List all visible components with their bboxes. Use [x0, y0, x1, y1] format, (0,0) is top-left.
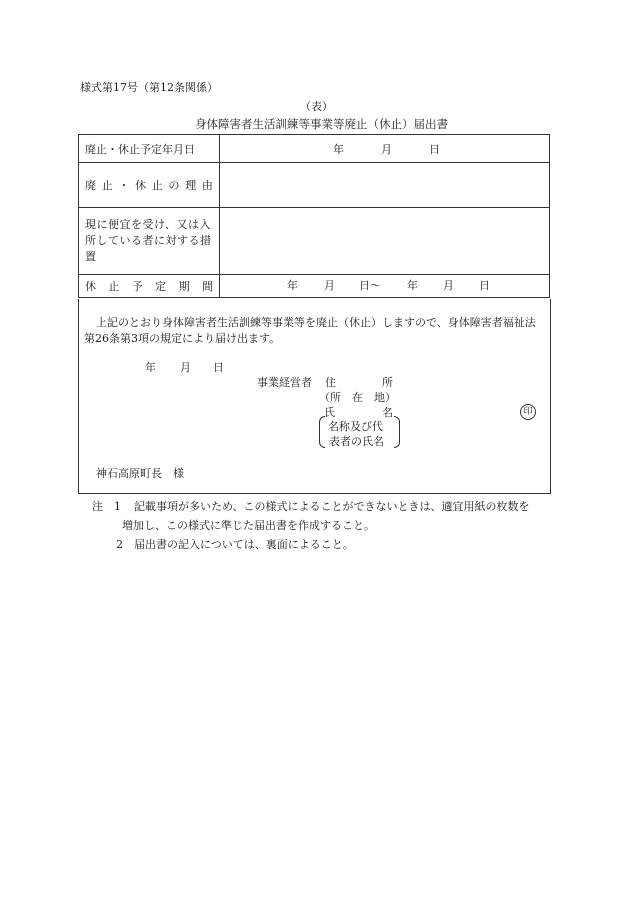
- label-suspension-period: 休 止 予 定 期 間: [79, 275, 220, 298]
- label-measures: 現に便宜を受け、又は入所している者に対する措置: [79, 208, 220, 275]
- day-label: 日: [429, 143, 440, 156]
- end-day-label: 日: [479, 279, 490, 292]
- field-scheduled-date[interactable]: [220, 135, 550, 163]
- label-scheduled-date: 廃止・休止予定年月日: [79, 135, 220, 163]
- right-brace: [394, 416, 400, 448]
- form-table: [78, 134, 550, 298]
- month-label: 月: [381, 143, 392, 156]
- label-reason: 廃 止 ・ 休 止 の 理 由: [79, 163, 220, 208]
- table-row: [79, 135, 550, 163]
- brace-text-line2: 表者の氏名: [329, 435, 384, 448]
- declaration-text-line2: 第26条第3項の規定により届け出ます。: [84, 332, 281, 345]
- left-brace: [319, 416, 325, 448]
- field-suspension-period[interactable]: [220, 275, 550, 298]
- note2-prefix: 2: [116, 538, 123, 551]
- address-label-a: 住: [325, 376, 336, 389]
- note1-line2: 増加し、この様式に準じた届出書を作成すること。: [122, 519, 375, 532]
- table-row: [79, 163, 550, 208]
- document-title: 身体障害者生活訓練等事業等廃止（休止）届出書: [195, 117, 448, 131]
- submission-month-label: 月: [180, 361, 191, 374]
- submission-year-label: 年: [145, 361, 156, 374]
- note1-line1: 記載事項が多いため、この様式によることができないときは、適宜用紙の枚数を: [134, 500, 530, 513]
- year-label: 年: [333, 143, 344, 156]
- brace-text-line1: 名称及び代: [328, 420, 383, 433]
- end-year-label: 年: [407, 279, 418, 292]
- table-row: [79, 275, 550, 298]
- field-reason[interactable]: [220, 163, 550, 208]
- name-label-a: 氏: [324, 406, 335, 419]
- seal-icon: 印: [520, 404, 536, 420]
- addressee: 神石高原町長 様: [96, 467, 184, 480]
- note1-prefix: 注 1: [92, 500, 121, 513]
- declaration-text-line1: 上記のとおり身体障害者生活訓練等事業等を廃止（休止）しますので、身体障害者福祉法: [96, 316, 536, 329]
- table-row: [79, 208, 550, 275]
- submission-day-label: 日: [213, 361, 224, 374]
- address-label-b: 所: [382, 376, 393, 389]
- start-day-label: 日〜: [359, 279, 381, 292]
- form-number: 様式第17号（第12条関係）: [80, 81, 218, 94]
- end-month-label: 月: [443, 279, 454, 292]
- name-label-b: 名: [382, 406, 393, 419]
- location-label: （所 在 地）: [319, 391, 396, 404]
- start-year-label: 年: [287, 279, 298, 292]
- side-label: （表）: [300, 100, 333, 113]
- operator-label: 事業経営者: [257, 376, 312, 389]
- field-measures[interactable]: [220, 208, 550, 275]
- note2-text: 届出書の記入については、裏面によること。: [134, 538, 354, 551]
- start-month-label: 月: [324, 279, 335, 292]
